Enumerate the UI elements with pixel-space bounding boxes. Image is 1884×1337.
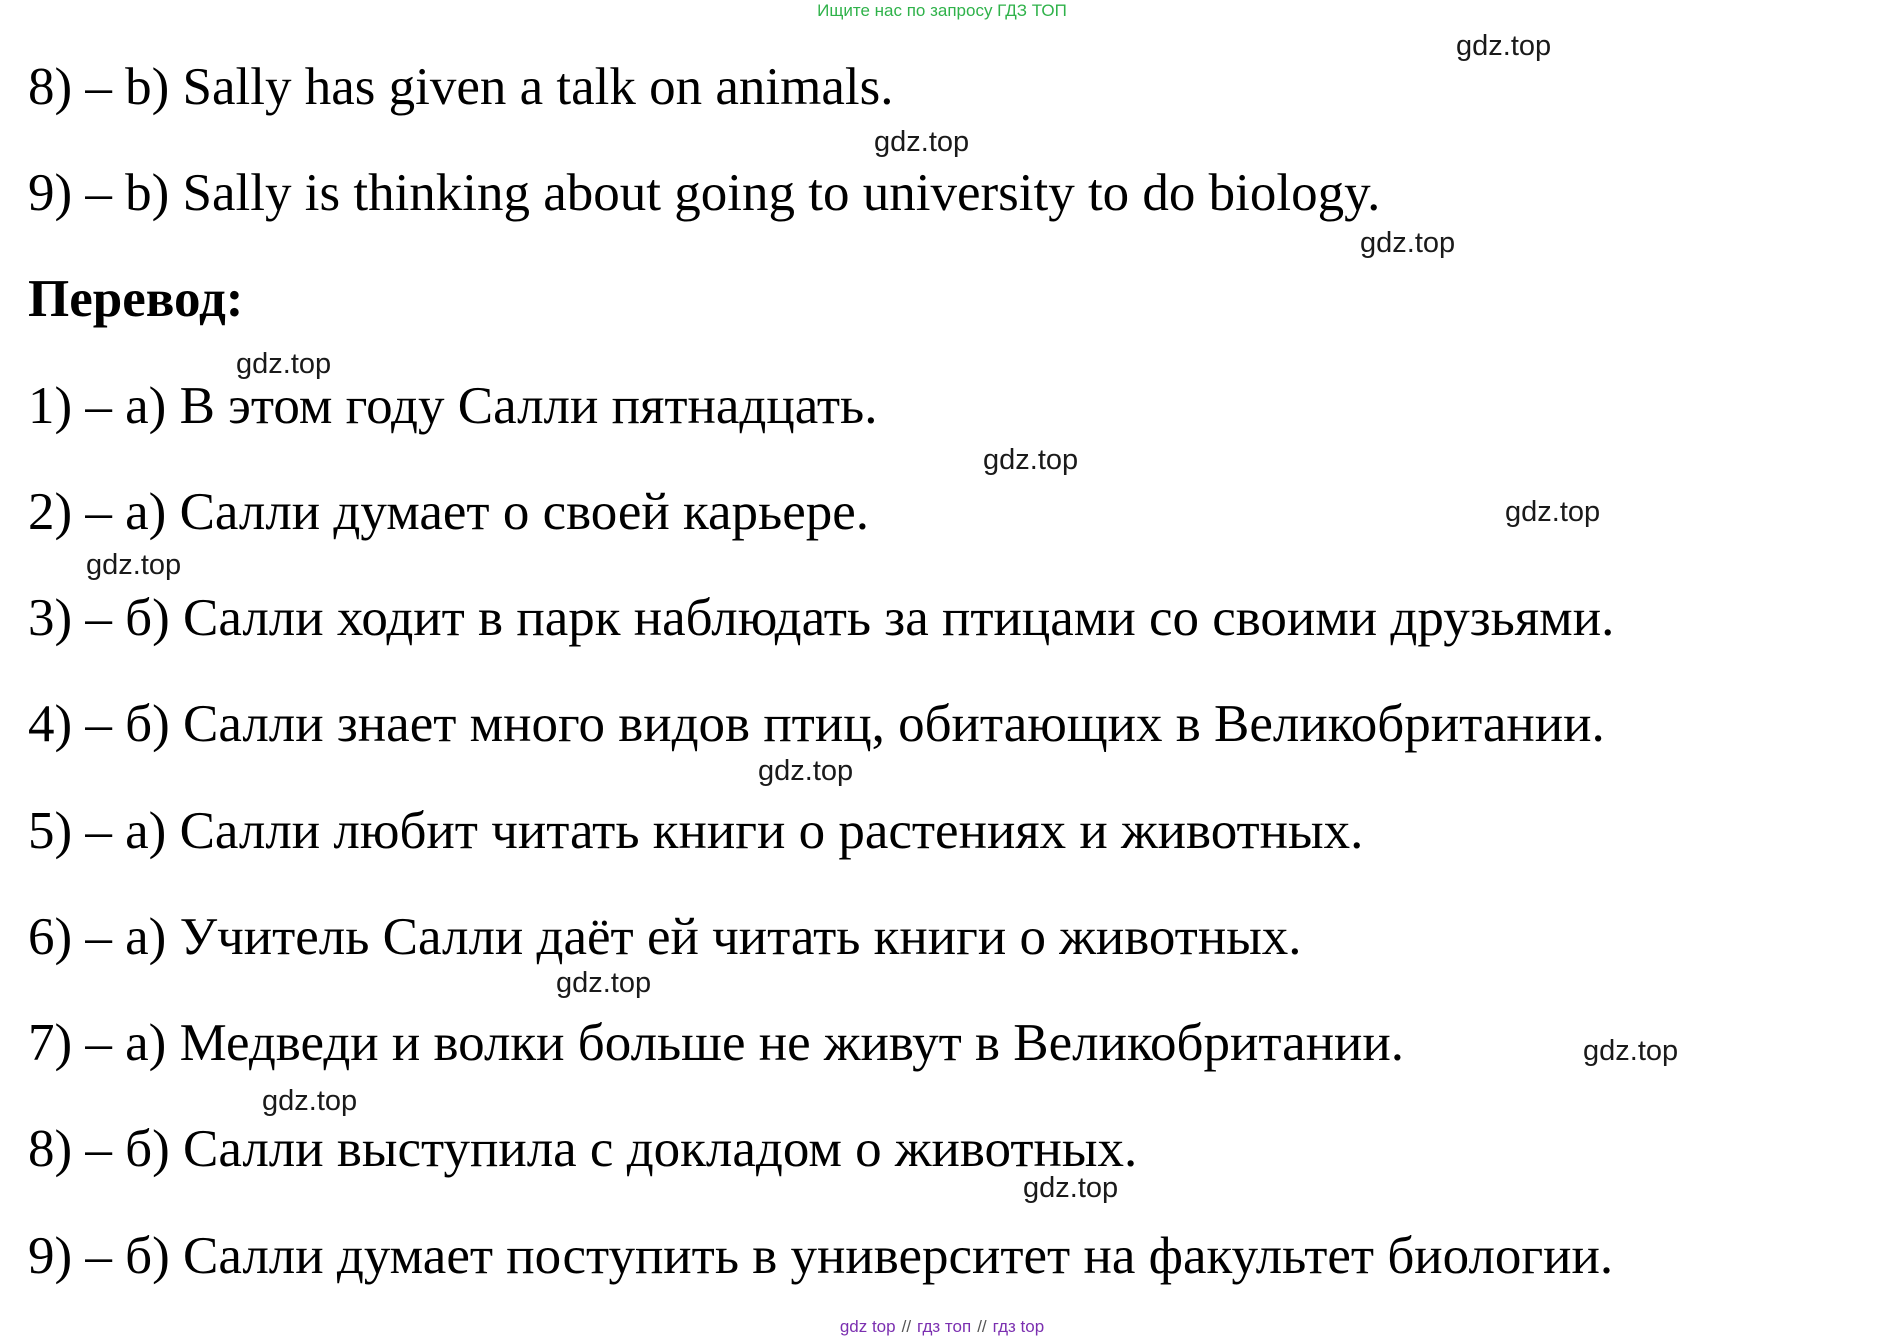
watermark: gdz.top bbox=[874, 126, 970, 158]
footer-link[interactable]: гдз top bbox=[992, 1317, 1045, 1336]
russian-line-5: 5) – а) Салли любит читать книги о растениях и животных. bbox=[28, 802, 1364, 860]
watermark: gdz.top bbox=[236, 348, 332, 380]
watermark: gdz.top bbox=[1456, 30, 1552, 62]
russian-line-2: 2) – а) Салли думает о своей карьере. bbox=[28, 483, 869, 541]
watermark: gdz.top bbox=[1583, 1035, 1679, 1067]
russian-line-1: 1) – а) В этом году Салли пятнадцать. bbox=[28, 377, 878, 435]
footer-separator: // bbox=[977, 1317, 987, 1336]
russian-line-6: 6) – а) Учитель Салли даёт ей читать книги о животных. bbox=[28, 908, 1302, 966]
watermark: gdz.top bbox=[1360, 227, 1456, 259]
russian-line-9: 9) – б) Салли думает поступить в университет на факультет биологии. bbox=[28, 1227, 1614, 1285]
watermark: gdz.top bbox=[1505, 496, 1601, 528]
watermark: gdz.top bbox=[983, 444, 1079, 476]
watermark: gdz.top bbox=[758, 755, 854, 787]
english-line-8: 8) – b) Sally has given a talk on animals. bbox=[28, 58, 894, 116]
footer-link[interactable]: gdz top bbox=[839, 1317, 896, 1336]
top-banner: Ищите нас по запросу ГДЗ ТОП bbox=[817, 1, 1067, 20]
russian-line-8: 8) – б) Салли выступила с докладом о животных. bbox=[28, 1120, 1138, 1178]
watermark: gdz.top bbox=[262, 1085, 358, 1117]
footer-link[interactable]: гдз топ bbox=[917, 1317, 972, 1336]
footer-separator: // bbox=[901, 1317, 912, 1336]
russian-line-4: 4) – б) Салли знает много видов птиц, обитающих в Великобритании. bbox=[28, 695, 1605, 753]
watermark: gdz.top bbox=[86, 549, 182, 581]
watermark: gdz.top bbox=[1023, 1172, 1119, 1204]
russian-line-3: 3) – б) Салли ходит в парк наблюдать за птицами со своими друзьями. bbox=[28, 589, 1615, 647]
russian-line-7: 7) – а) Медведи и волки больше не живут в Великобритании. bbox=[28, 1014, 1405, 1072]
watermark: gdz.top bbox=[556, 967, 652, 999]
footer bbox=[0, 1317, 1884, 1337]
translation-heading: Перевод: bbox=[28, 270, 244, 328]
english-line-9: 9) – b) Sally is thinking about going to university to do biology. bbox=[28, 164, 1381, 222]
